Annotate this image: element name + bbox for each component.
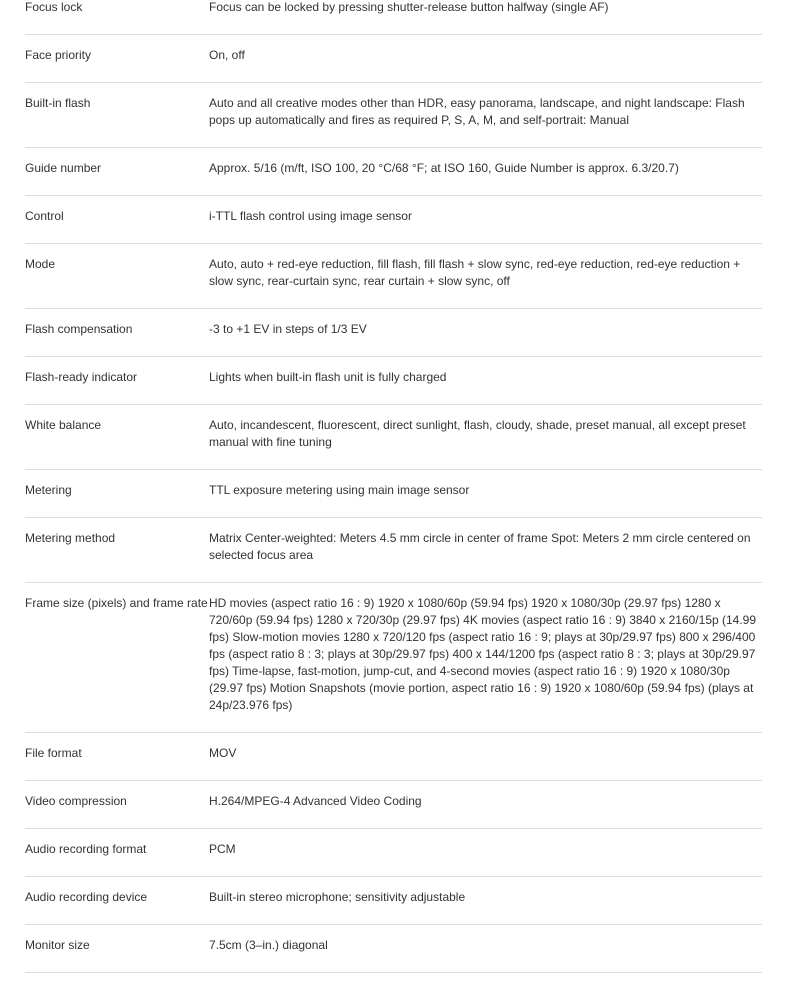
spec-value: Auto, auto + red-eye reduction, fill flash, fill flash + slow sync, red-eye reduction, red-eye reduction + slow sync, rear-curtain sync, rear curtain + slow sync, off	[209, 257, 741, 288]
spec-value: Auto, incandescent, fluorescent, direct sunlight, flash, cloudy, shade, preset manual, all except preset manual with fine tuning	[209, 418, 746, 449]
spec-value: 7.5cm (3–in.) diagonal	[209, 938, 328, 952]
spec-label: White balance	[25, 418, 102, 432]
spec-label: Guide number	[25, 161, 102, 175]
spec-value: On, off	[209, 48, 245, 62]
spec-row-focus-lock	[25, 0, 762, 35]
spec-row-face-priority	[25, 35, 762, 83]
spec-value: Lights when built-in flash unit is fully charged	[209, 370, 447, 384]
spec-label: Video compression	[25, 794, 127, 808]
spec-row-audio-recording-device	[25, 877, 762, 925]
spec-label: Frame size (pixels) and frame rate	[25, 596, 208, 610]
spec-label: Audio recording device	[25, 890, 148, 904]
spec-value: Built-in stereo microphone; sensitivity adjustable	[209, 890, 466, 904]
spec-value: TTL exposure metering using main image sensor	[209, 483, 470, 497]
spec-label: Built-in flash	[25, 96, 91, 110]
spec-label: Audio recording format	[25, 842, 147, 856]
spec-value: HD movies (aspect ratio 16 : 9) 1920 x 1080/60p (59.94 fps) 1920 x 1080/30p (29.97 fps) 1280 x 720/60p (59.94 fps) 1280 x 720/30p (29.97 fps) 4K movies (aspect ratio 16 : 9) 3840 x 2160/15p (14.99 fps) Slow-motion movies 1280 x 720/120 fps (aspect ratio 16 : 9; plays at 30p/29.97 fps) 800 x 296/400 fps (aspect ratio 8 : 3; plays at 30p/29.97 fps) 400 x 144/1200 fps (aspect ratio 8 : 3; plays at 30p/29.97 fps) Time-lapse, fast-motion, jump-cut, and 4-second movies (aspect ratio 16 : 9) 1920 x 1080/30p (29.97 fps) Motion Snapshots (movie portion, aspect ratio 16 : 9) 1920 x 1080/60p (59.94 fps) (plays at 24p/23.976 fps)	[209, 596, 757, 712]
spec-row-mode	[25, 244, 762, 309]
spec-value: H.264/MPEG-4 Advanced Video Coding	[209, 794, 422, 808]
spec-value: Focus can be locked by pressing shutter-release button halfway (single AF)	[209, 0, 609, 14]
spec-label: Monitor size	[25, 938, 90, 952]
spec-row-flash-compensation	[25, 309, 762, 357]
spec-row-control	[25, 196, 762, 244]
spec-row-metering-method	[25, 518, 762, 583]
spec-row-audio-recording-format	[25, 829, 762, 877]
spec-row-monitor-size	[25, 925, 762, 973]
spec-label: Flash compensation	[25, 322, 133, 336]
spec-label: Face priority	[25, 48, 92, 62]
spec-row-built-in-flash	[25, 83, 762, 148]
spec-value: -3 to +1 EV in steps of 1/3 EV	[209, 322, 367, 336]
spec-row-guide-number	[25, 148, 762, 196]
spec-label: Metering method	[25, 531, 116, 545]
spec-label: Metering	[25, 483, 72, 497]
spec-table	[25, 0, 762, 973]
spec-value: i-TTL flash control using image sensor	[209, 209, 412, 223]
spec-row-frame-size	[25, 583, 762, 733]
spec-value: PCM	[209, 842, 236, 856]
spec-label: Focus lock	[25, 0, 83, 14]
spec-value: Approx. 5/16 (m/ft, ISO 100, 20 °C/68 °F; at ISO 160, Guide Number is approx. 6.3/20.7)	[209, 161, 679, 175]
spec-row-metering	[25, 470, 762, 518]
spec-label: Flash-ready indicator	[25, 370, 138, 384]
spec-value: Auto and all creative modes other than HDR, easy panorama, landscape, and night landscape: Flash pops up automatically and fires as required P, S, A, M, and self-portrait: Manual	[209, 96, 745, 127]
spec-label: Mode	[25, 257, 56, 271]
spec-value: Matrix Center-weighted: Meters 4.5 mm circle in center of frame Spot: Meters 2 mm circle centered on selected focus area	[209, 531, 751, 562]
spec-row-file-format	[25, 733, 762, 781]
spec-row-video-compression	[25, 781, 762, 829]
spec-value: MOV	[209, 746, 237, 760]
spec-label: Control	[25, 209, 64, 223]
spec-row-flash-ready-indicator	[25, 357, 762, 405]
spec-label: File format	[25, 746, 82, 760]
spec-row-white-balance	[25, 405, 762, 470]
